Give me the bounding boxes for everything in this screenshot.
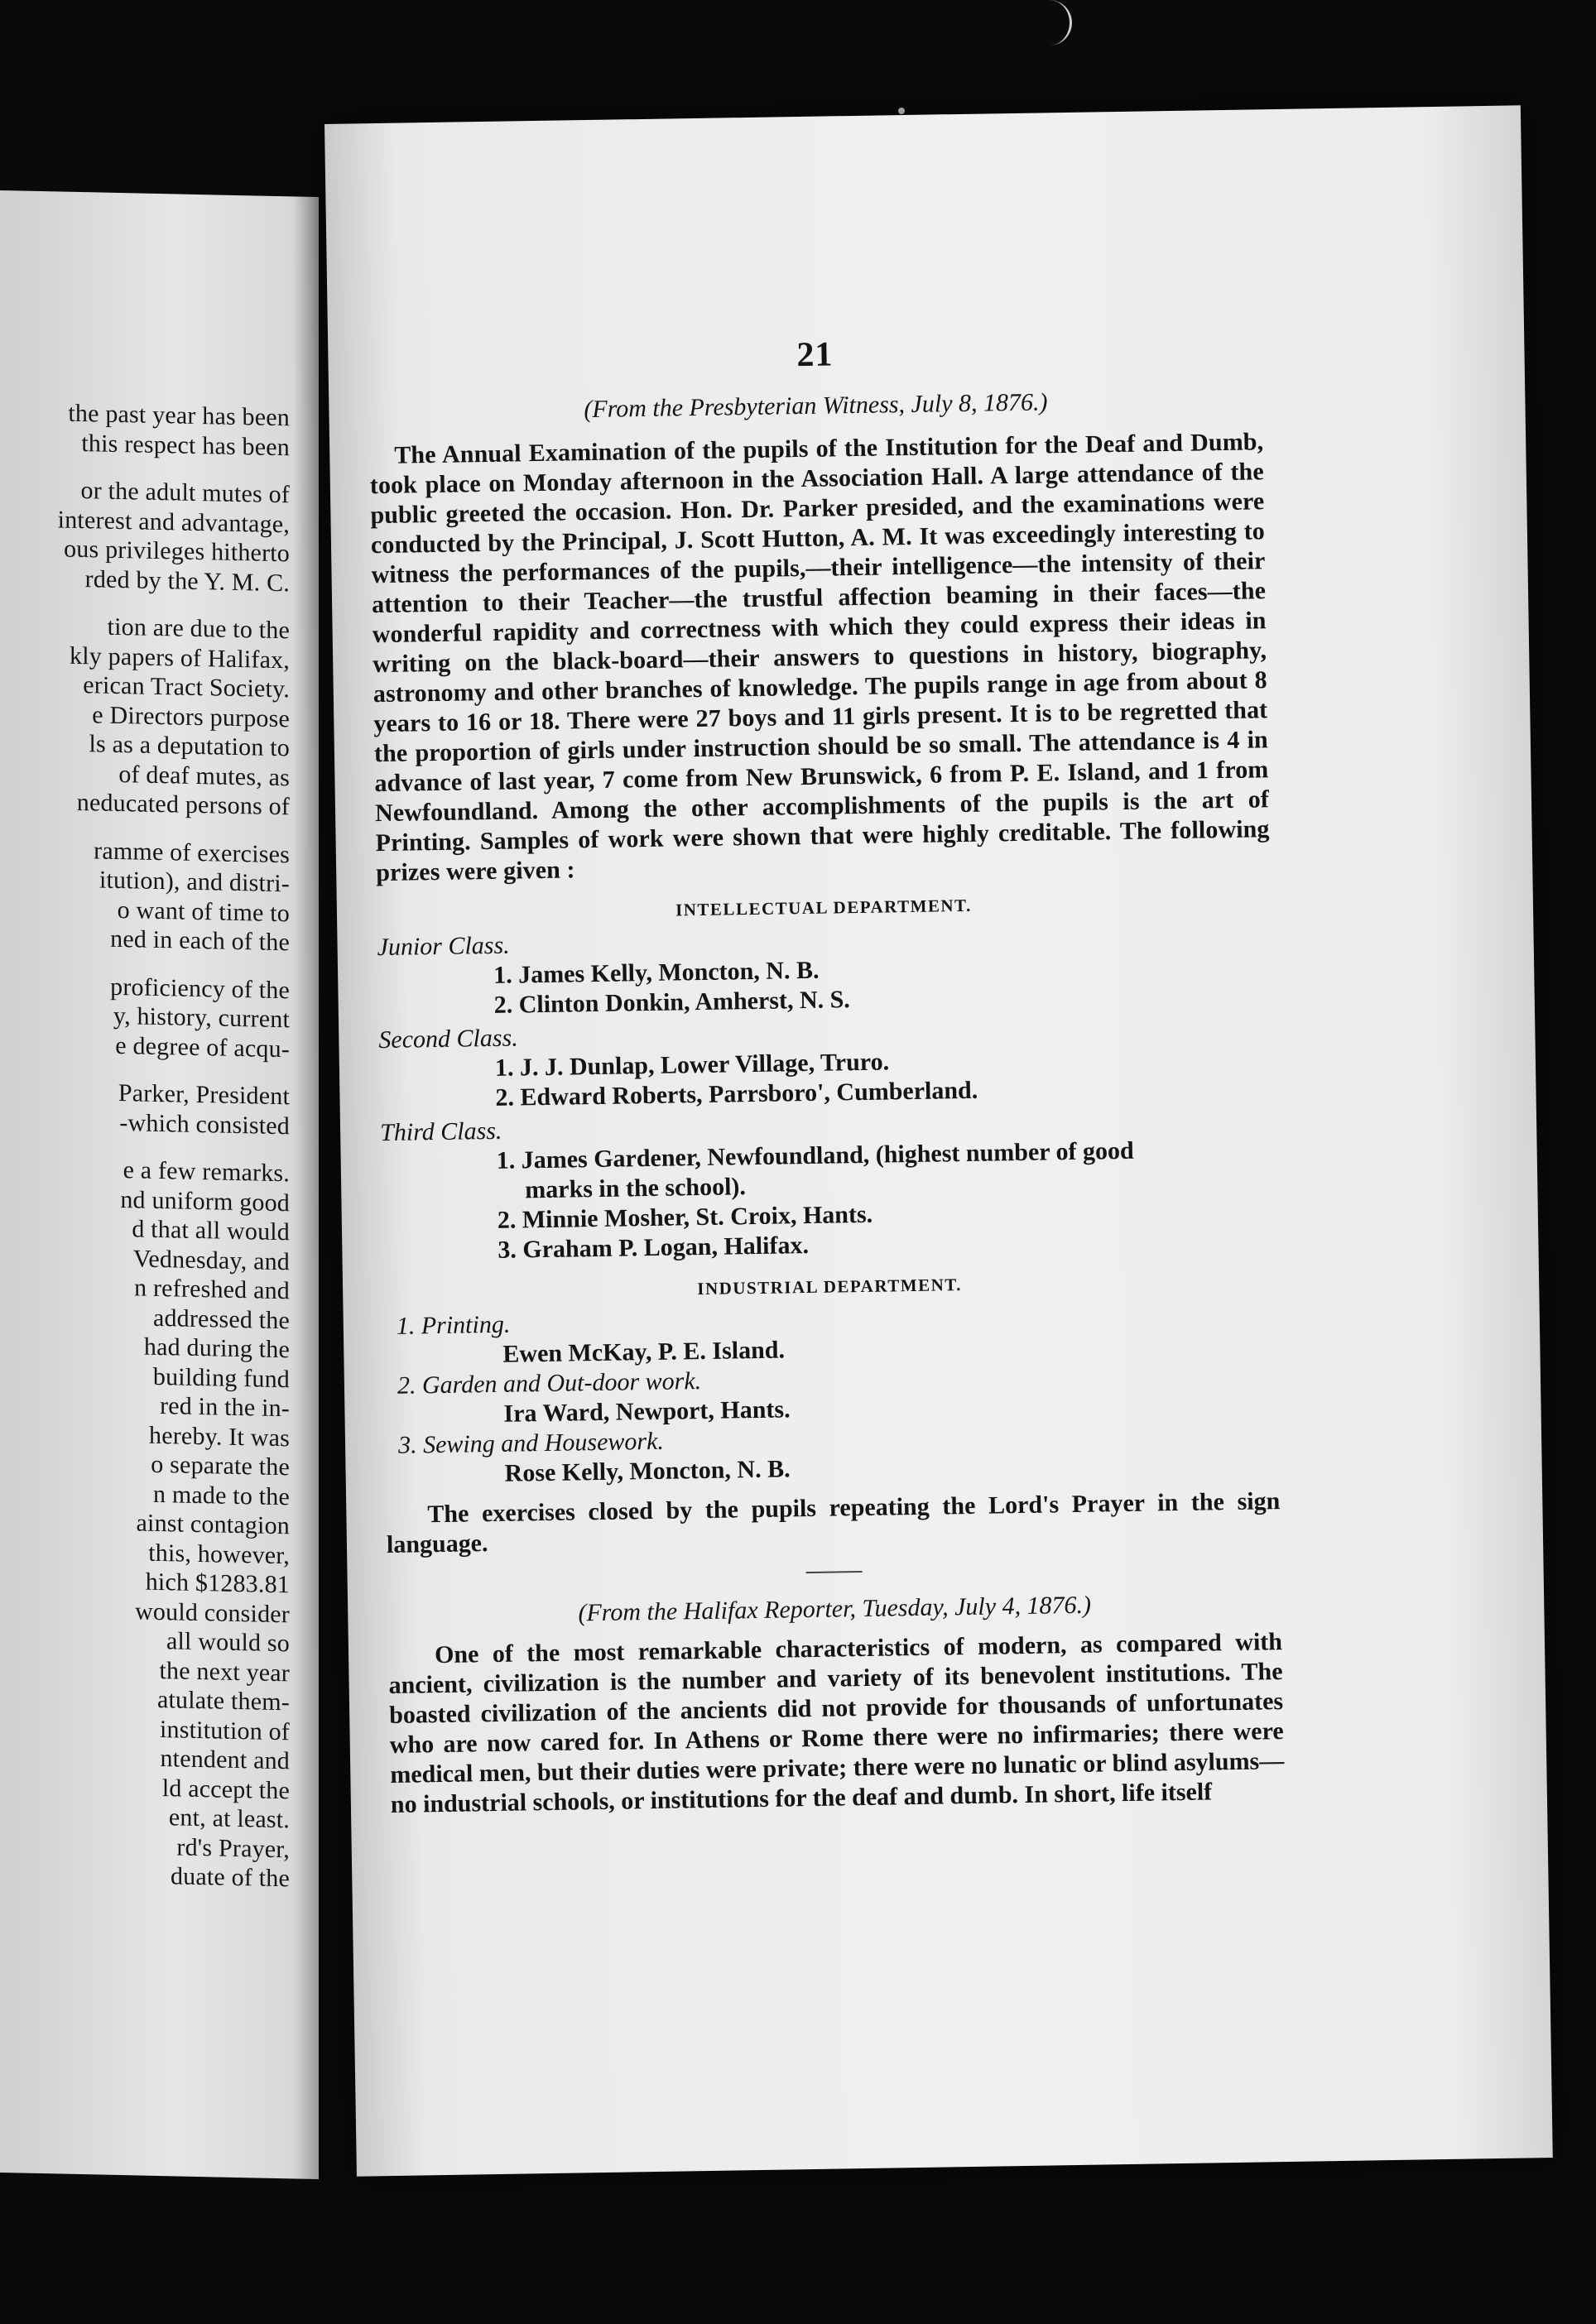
article-paragraph-examination: The Annual Examination of the pupils of the Institution for the Deaf and Dumb, took place on Monday afternoon in the Association Hall. A large attendance of the public greeted the occasion. Hon. Dr. Parker presided, and the examinations were conducted by the Principal, J. Scott Hutton, A. M. It was exceedingly interesting to witness the performances of the pupils,—their intelligence—the intensity of their attention to their Teacher—the trustful affection beaming in their faces—the wonderful rapidity and correctness with which they could express their ideas in writing on the black-board—their answers to questions in history, biography, astronomy and other branches of knowledge. The pupils range in age from about 8 years to 16 or 18. There were 27 boys and 11 girls present. It is to be regretted that the proportion of girls under instruction should be so small. The attendance is 4 in advance of last year, 7 come from New Brunswick, 6 from P. E. Island, and 1 from Newfoundland. Among the other accomplishments of the pupils is the art of Printing. Samples of work were shown that were highly creditable. The following prizes were given : — [369, 428, 1270, 887]
left-page-line: kly papers of Halifax, — [70, 641, 290, 674]
source-citation-reporter: (From the Halifax Reporter, Tuesday, July 4, 1876.) — [578, 1591, 1092, 1627]
left-page-line: addressed the — [152, 1304, 290, 1334]
left-page-line: ramme of exercises — [94, 836, 290, 868]
article-paragraph-civilization: One of the most remarkable characteristics of modern, as compared with ancient, civilization is the number and variety of its benevolent institutions. The boasted civilization of the ancients did not provide for thousands of unfortunates who are now cared for. In Athens or Rome there were no infirmaries; there were medical men, but their duties were private; there were no lunatic or blind asylums—no industrial schools, or institutions for the deaf and dumb. In short, life itself — [388, 1628, 1285, 1818]
left-page-line: would consider — [135, 1597, 290, 1628]
third-class-label: Third Class. — [379, 1116, 502, 1147]
left-page-line: ned in each of the — [110, 924, 290, 957]
left-page-line: o want of time to — [117, 896, 290, 927]
left-page-line: y, history, current — [113, 1001, 290, 1034]
left-page-line: nd uniform good — [120, 1185, 290, 1217]
scan-edge-mark — [1045, 0, 1072, 46]
scan-speck — [898, 108, 905, 114]
left-page-line: ld accept the — [161, 1774, 290, 1804]
left-page-line: all would so — [166, 1627, 290, 1658]
prize-entry: 2. Clinton Donkin, Amherst, N. S. — [493, 986, 851, 1019]
prize-entry: 1. James Gardener, Newfoundland, (highest number of good — [496, 1136, 1134, 1174]
industrial-winner: Ira Ward, Newport, Hants. — [503, 1395, 791, 1428]
left-page-line: hich $1283.81 — [145, 1568, 290, 1599]
section-divider — [806, 1571, 863, 1573]
left-page-line: e degree of acqu- — [115, 1031, 290, 1063]
prize-entry-continuation: marks in the school). — [524, 1173, 747, 1204]
left-page-line: institution of — [160, 1715, 290, 1745]
left-page-line: n made to the — [152, 1480, 290, 1510]
left-page-line: Parker, President — [118, 1078, 290, 1111]
left-page-line: e a few remarks. — [123, 1156, 290, 1188]
left-page-line: this, however, — [148, 1539, 290, 1569]
left-page-line: atulate them- — [156, 1685, 290, 1717]
left-page-line: or the adult mutes of — [80, 477, 290, 509]
prize-entry: 1. James Kelly, Moncton, N. B. — [493, 956, 820, 989]
industrial-winner: Rose Kelly, Moncton, N. B. — [504, 1455, 791, 1487]
left-page-line: ous privileges hitherto — [64, 535, 290, 568]
left-page-line: duate of the — [170, 1862, 290, 1893]
left-page-line: e Directors purpose — [92, 700, 290, 732]
prize-entry: 1. J. J. Dunlap, Lower Village, Truro. — [494, 1048, 890, 1082]
left-page-line: the past year has been — [68, 399, 290, 432]
left-page-line: tion are due to the — [107, 612, 290, 645]
left-page-line: d that all would — [132, 1215, 290, 1246]
left-page-line: proficiency of the — [110, 972, 290, 1004]
industrial-prizes — [383, 1298, 1280, 1491]
prize-entry: 3. Graham P. Logan, Halifax. — [498, 1231, 810, 1264]
industrial-winner: Ewen McKay, P. E. Island. — [502, 1336, 786, 1368]
source-citation-witness: (From the Presbyterian Witness, July 8, 1876.) — [584, 388, 1048, 424]
left-page-line: rded by the Y. M. C. — [84, 564, 290, 597]
left-page-line: this respect has been — [81, 429, 290, 461]
left-page-line: ls as a deputation to — [89, 730, 290, 762]
left-page-line: the next year — [159, 1656, 290, 1687]
left-page-line: erican Tract Society. — [83, 671, 290, 703]
left-page-line: rd's Prayer, — [176, 1832, 290, 1863]
left-page-line: interest and advantage, — [57, 505, 290, 538]
left-page-line: red in the in- — [160, 1392, 290, 1423]
closing-paragraph: The exercises closed by the pupils repeating the Lord's Prayer in the sign language. — [386, 1487, 1281, 1559]
left-page-line: building fund — [152, 1362, 290, 1393]
industrial-category: 2. Garden and Out-door work. — [397, 1367, 702, 1400]
left-page-text — [0, 396, 290, 1893]
right-page — [324, 105, 1553, 2176]
left-page-line: n refreshed and — [134, 1274, 290, 1305]
left-page-line: o separate the — [151, 1450, 290, 1481]
page-number: 21 — [796, 335, 834, 375]
left-page-line: of deaf mutes, as — [118, 760, 290, 791]
junior-class-label: Junior Class. — [377, 931, 510, 962]
page-content — [368, 333, 1285, 1820]
prize-entry: 2. Edward Roberts, Parrsboro', Cumberland. — [495, 1076, 978, 1112]
industrial-department-heading: INDUSTRIAL DEPARTMENT. — [697, 1275, 963, 1299]
left-page-line: ent, at least. — [168, 1803, 290, 1834]
left-page-line: itution), and distri- — [99, 866, 290, 898]
industrial-category: 3. Sewing and Housework. — [397, 1427, 665, 1459]
prize-entry: 2. Minnie Mosher, St. Croix, Hants. — [497, 1200, 873, 1234]
second-class-label: Second Class. — [378, 1024, 518, 1054]
left-page-line: neducated persons of — [76, 788, 290, 821]
left-page-line: ainst contagion — [136, 1509, 290, 1540]
third-class-prizes — [380, 1134, 1276, 1267]
industrial-category: 1. Printing. — [396, 1310, 511, 1340]
left-page-line: -which consisted — [119, 1108, 290, 1140]
left-page-line: had during the — [143, 1332, 290, 1364]
intellectual-department-heading: INTELLECTUAL DEPARTMENT. — [675, 895, 972, 920]
left-page-line: Vednesday, and — [132, 1244, 290, 1275]
left-page-line: hereby. It was — [149, 1421, 290, 1452]
left-page-line: ntendent and — [160, 1745, 290, 1775]
left-facing-page — [0, 190, 319, 2179]
